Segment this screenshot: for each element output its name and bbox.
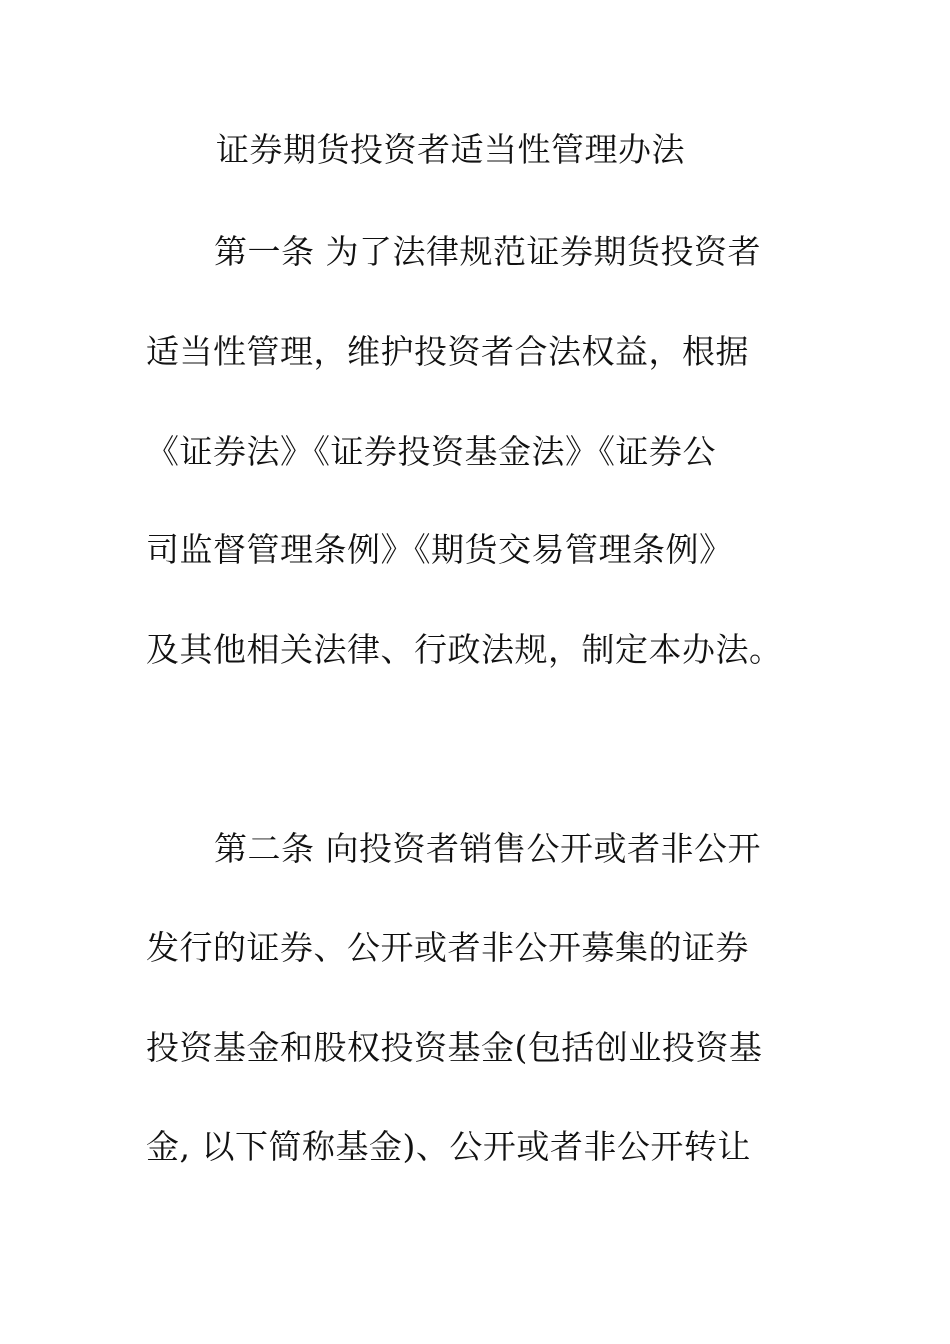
article-2-line: 第二条 向投资者销售公开或者非公开 <box>214 829 761 868</box>
article-2-line: 金, 以下简称基金)、公开或者非公开转让 <box>146 1127 751 1166</box>
article-2-line: 投资基金和股权投资基金(包括创业投资基 <box>146 1028 763 1067</box>
document-title: 证券期货投资者适当性管理办法 <box>216 130 685 169</box>
article-1-line: 及其他相关法律、行政法规，制定本办法。 <box>146 630 783 669</box>
article-1-line: 《证券法》《证券投资基金法》《证券公 <box>146 432 716 471</box>
article-1-line: 第一条 为了法律规范证券期货投资者 <box>214 232 761 271</box>
article-1-line: 司监督管理条例》《期货交易管理条例》 <box>146 530 733 569</box>
article-2-line: 发行的证券、公开或者非公开募集的证券 <box>146 928 749 967</box>
article-1-line: 适当性管理，维护投资者合法权益，根据 <box>146 332 749 371</box>
